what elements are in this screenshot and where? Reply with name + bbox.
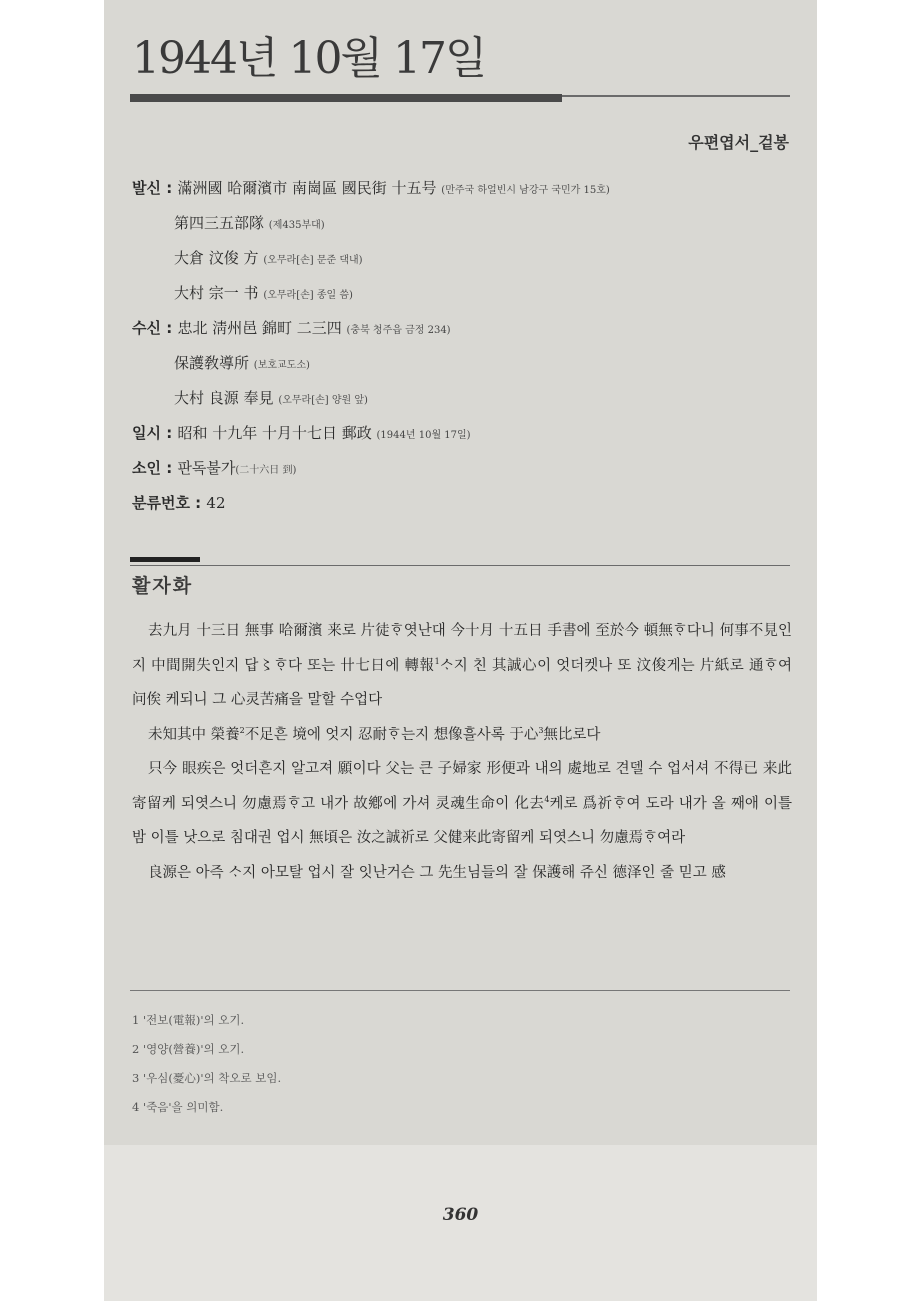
sender-name: 大村 宗一 书 — [174, 284, 259, 302]
classification-row — [132, 487, 792, 520]
sender-row — [132, 172, 792, 207]
footnote-2: 2 '영양(營養)'의 오기. — [132, 1042, 245, 1056]
transcription-body — [132, 614, 792, 890]
page-number: 360 — [442, 1205, 479, 1225]
postmark-text: 판독불가 — [177, 459, 236, 477]
receiver-institution: 保護敎導所 — [174, 354, 250, 372]
receiver-name-row — [132, 382, 792, 417]
sender-address-note: (만주국 하얼빈시 남강구 국민가 15호) — [441, 185, 610, 196]
date-text: 昭和 十九年 十月十七日 郵政 — [177, 424, 372, 442]
paragraph-4: 良源은 아즉 ᄉᆞ지 아모탈 업시 잘 잇난거슨 그 先生님들의 잘 保護해 쥬신 德泽인 줄 믿고 感 — [148, 864, 726, 881]
footnote-ref-2: 2 — [239, 725, 245, 735]
receiver-institution-note: (보호교도소) — [253, 360, 310, 371]
sender-unit-row — [132, 207, 792, 242]
title-rule-accent — [130, 94, 562, 102]
paragraph-3-part-b: 케로 爲祈ᄒᆞ여 도라 내가 올 째애 이틀 밤 이틀 낫으로 침대권 업시 無頃은 汝之誠祈로 父健来此寄留케 되엿스니 勿慮焉ᄒᆞ여라 — [132, 795, 792, 846]
footnote-ref-3: 3 — [538, 725, 544, 735]
footnote-rule — [130, 990, 790, 991]
receiver-address: 忠北 淸州邑 錦町 二三四 — [177, 319, 342, 337]
sender-label: 발신 : — [132, 179, 178, 197]
paragraph-2-part-c: 無比로다 — [543, 726, 601, 743]
receiver-address-note: (충북 청주읍 금정 234) — [346, 325, 451, 336]
sender-care-of-note: (오무라[손] 문준 댁내) — [263, 255, 363, 266]
paragraph-3 — [132, 752, 792, 856]
sender-name-note: (오무라[손] 종일 씀) — [263, 290, 353, 301]
sender-care-of: 大倉 汶俊 方 — [174, 249, 259, 267]
book-page — [104, 0, 817, 1301]
date-row — [132, 417, 792, 452]
date-note: (1944년 10월 17일) — [376, 430, 471, 441]
paragraph-1 — [132, 614, 792, 718]
footnotes — [132, 1006, 281, 1122]
postmark-label: 소인 : — [132, 459, 178, 477]
sender-name-row — [132, 277, 792, 312]
paragraph-2-part-b: 不足흔 境에 엇지 忍耐ᄒᆞ는지 想像흘사록 于心 — [244, 726, 539, 743]
footnote-4: 4 '죽음'을 의미함. — [132, 1100, 224, 1114]
receiver-name-note: (오무라[손] 양원 앞) — [278, 395, 368, 406]
section-title: 활자화 — [132, 575, 194, 597]
postmark-note: (二十六日 到) — [235, 465, 297, 476]
footnote-ref-4: 4 — [544, 794, 550, 804]
document-type-label: 우편엽서_겉봉 — [688, 133, 789, 152]
footnote-ref-1: 1 — [434, 656, 440, 666]
page-title: 1944년 10월 17일 — [132, 33, 486, 84]
classification-value: 42 — [206, 494, 226, 512]
postmark-row — [132, 452, 792, 487]
metadata-block — [132, 172, 792, 520]
receiver-institution-row — [132, 347, 792, 382]
receiver-name: 大村 良源 奉見 — [174, 389, 274, 407]
sender-unit-note: (제435부대) — [268, 220, 325, 231]
receiver-row — [132, 312, 792, 347]
footnote-1: 1 '전보(電報)'의 오기. — [132, 1013, 245, 1027]
paragraph-2 — [132, 718, 792, 753]
paragraph-3-part-a: 只今 眼疾은 엇더흔지 알고져 願이다 父는 큰 子婦家 形便과 내의 處地로 견델 수 업서셔 不得已 来此寄留케 되엿스니 勿慮焉ᄒᆞ고 내가 故鄕에 가셔 灵魂生命이 化去 — [132, 761, 792, 812]
paragraph-1-part-a: 去九月 十三日 無事 哈爾濱 来로 片徒ᄒᆞ엿난대 今十月 十五日 手書에 至於今 頓無ᄒᆞ다니 何事不見인지 中間開失인지 답〻ᄒᆞ다 또는 卄七日에 轉報 — [132, 623, 792, 674]
sender-care-of-row — [132, 242, 792, 277]
sender-address: 滿洲國 哈爾濱市 南崗區 國民街 十五号 — [177, 179, 437, 197]
sender-unit: 第四三五部隊 — [174, 214, 265, 232]
classification-label: 분류번호 : — [132, 494, 207, 512]
section-rule-accent — [130, 557, 200, 562]
paragraph-1-part-b: ᄉᆞ지 친 其誠心이 엇더켓나 또 汶俊게는 片紙로 通ᄒᆞ여 问俟 케되니 그 心灵苦痛을 말할 수업다 — [132, 657, 792, 708]
footnote-3: 3 '우심(憂心)'의 착오로 보임. — [132, 1071, 282, 1085]
section-rule — [130, 565, 790, 566]
receiver-label: 수신 : — [132, 319, 178, 337]
date-label: 일시 : — [132, 424, 178, 442]
paragraph-2-part-a: 未知其中 榮養 — [148, 726, 240, 743]
